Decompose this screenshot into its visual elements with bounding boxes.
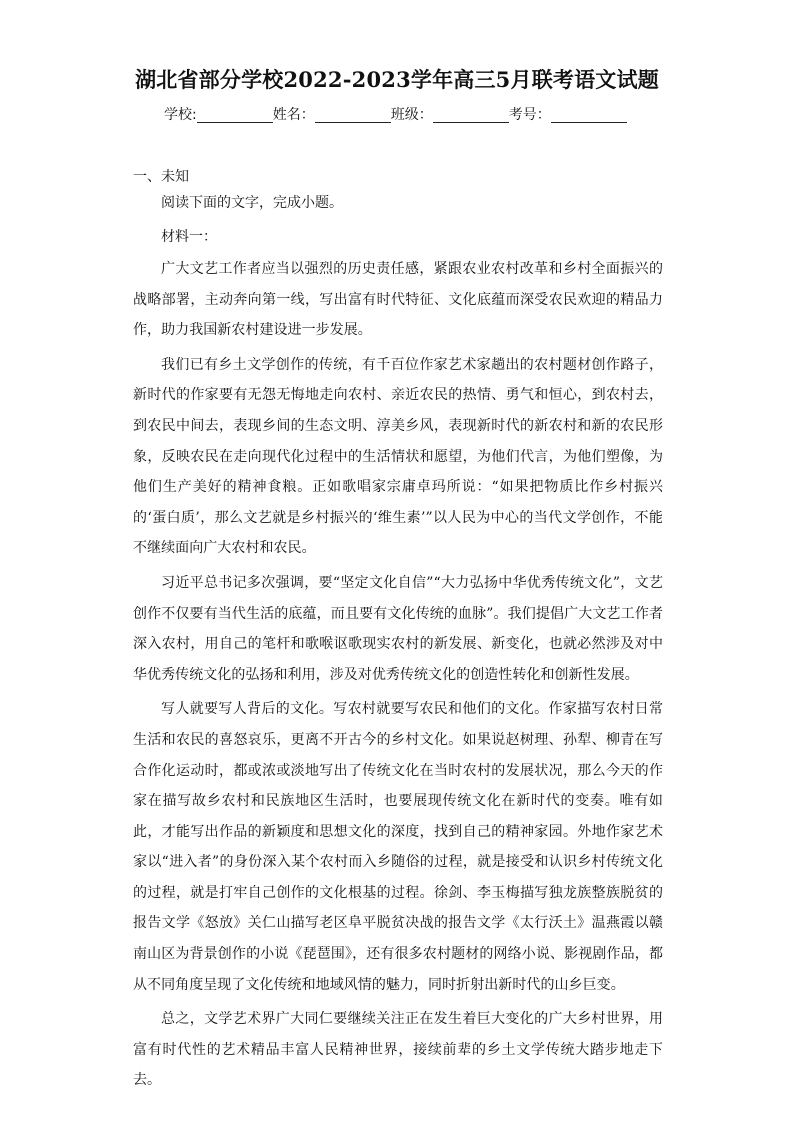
paragraph-2: 我们已有乡土文学创作的传统，有千百位作家艺术家趟出的农村题材创作路子，新时代的作家要有无怨无悔地走向农村、亲近农民的热情、勇气和恒心，到农村去，到农民中间去，表现乡间的生态文明、淳美乡风，表现新时代的新农村和新的农民形象，反映农民在走向现代化过程中的生活情状和愿望，为他们代言，为他们塑像，为他们生产美好的精神食粮。正如歌唱家宗庸卓玛所说：“如果把物质比作乡村振兴的‘蛋白质’，那么文艺就是乡村振兴的‘维生素’”以人民为中心的当代文学创作，不能不继续面向广大农村和农民。 <box>133 356 663 557</box>
class-blank[interactable] <box>433 107 509 123</box>
class-label: 班级： <box>390 107 433 123</box>
class-field <box>391 104 509 124</box>
exam-number-blank[interactable] <box>551 107 627 123</box>
paragraph-3: 习近平总书记多次强调，要“坚定文化自信”“大力弘扬中华优秀传统文化”，文艺创作不仅要有当代生活的底蕴，而且要有文化传统的血脉”。我们提倡广大文艺工作者深入农村，用自己的笔杆和歌喉讴歌现实农村的新发展、新变化，也就必然涉及对中华优秀传统文化的弘扬和利用，涉及对优秀传统文化的创造性转化和创新性发展。 <box>133 574 663 683</box>
name-field <box>273 104 391 124</box>
exam-title: 湖北省部分学校2022-2023学年高三5月联考语文试题 <box>135 67 659 92</box>
paragraph-1: 广大文艺工作者应当以强烈的历史责任感，紧跟农业农村改革和乡村全面振兴的战略部署，主动奔向第一线，写出富有时代特征、文化底蕴而深受农民欢迎的精品力作，助力我国新农村建设进一步发展。 <box>133 261 663 339</box>
reading-instruction: 阅读下面的文字，完成小题。 <box>161 195 343 211</box>
student-info-line <box>164 102 627 124</box>
name-blank[interactable] <box>315 107 391 123</box>
school-blank[interactable] <box>197 107 273 123</box>
paragraph-4: 写人就要写人背后的文化。写农村就要写农民和他们的文化。作家描写农村日常生活和农民的喜怒哀乐，更离不开古今的乡村文化。如果说赵树理、孙犁、柳青在写合作化运动时，都或浓或淡地写出了传统文化在当时农村的发展状况，那么今天的作家在描写故乡农村和民族地区生活时，也要展现传统文化在新时代的变奏。唯有如此，才能写出作品的新颖度和思想文化的深度，找到自己的精神家园。外地作家艺术家以“进入者”的身份深入某个农村而入乡随俗的过程，就是接受和认识乡村传统文化的过程，就是打牢自己创作的文化根基的过程。徐剑、李玉梅描写独龙族整族脱贫的报告文学《怒放》关仁山描写老区阜平脱贫决战的报告文学《太行沃土》温燕霞以赣南山区为背景创作的小说《琵琶围》，还有很多农村题材的网络小说、影视剧作品，都从不同角度呈现了文化传统和地域风情的魅力，同时折射出新时代的山乡巨变。 <box>133 701 663 993</box>
material-body <box>133 254 663 1100</box>
material-label: 材料一： <box>161 229 217 245</box>
exam-number-label: 考号： <box>508 107 551 123</box>
exam-number-field <box>509 104 627 124</box>
section-heading: 一、未知 <box>133 169 189 185</box>
paragraph-5: 总之，文学艺术界广大同仁要继续关注正在发生着巨大变化的广大乡村世界，用富有时代性的艺术精品丰富人民精神世界，接续前辈的乡土文学传统大踏步地走下去。 <box>133 1011 663 1089</box>
name-label: 姓名： <box>272 107 315 123</box>
school-label: 学校: <box>164 107 197 123</box>
school-field <box>164 104 273 124</box>
